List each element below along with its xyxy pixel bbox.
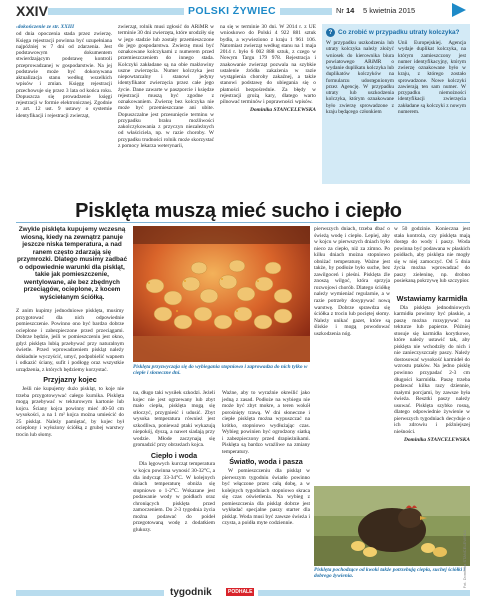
subheading-cieplo: Ciepło i woda [150,450,198,460]
continued-article-text-1: od dnia opoczenia stada przez zwierzę. Księga rejestracji powinna być uzupełniana najpóźniej w 7 dni od zdarzenia. Jest podstawowym dokumentem stwierdzającym podstawę kontroli przeprowadzanej w gospodarstwie. Na jej podstawie może być dokonywana aktualizacja stanu według wszelkich wpisów i zmian. Księgę rejestracji przechowuje się przez 3 lata od końca roku. Dopuszcza się prowadzenie księgi rejestracji w formie elektronicznej. Zgodnie z art. 12 ust. 9 ustawy o systemie identyfikacji i rejestracji zwierząt, [16,31,112,119]
article-author: Dominika STANCELEWSKA [403,437,470,444]
continuation-note: ›dokończenie ze str. XXIII [16,24,75,30]
article-paragraph: na, długo taki wysiłek szkodzi. Jeżeli kojec nie jest ogrzewany lub zbyt mało ciepła, pisklęta mogą się stłoczyć, przygnieść i udusić. Zbyt wysoka temperatura również jest szkodliwa, ponieważ ptaki wykazują niepokój, dyszą, a nawet siadają przy wodzie. Młode zaczynają się gromadzić przy obrzeżach kojca. [133,390,215,449]
article-paragraph: w 50 godzinie. Konieczna jest stała kontrola, czy pisklęta mają dostęp do wody i paszy. Woda powinna być podawana w płaskich poidłach, aby pisklęta nie mogły się w niej zamoczyć. Od 5 dnia życia można wprowadzać do paszy zieleninę, np. drobno posiekaną pokrzywę lub szczypior. [394,226,470,285]
question-icon: ? [326,28,335,37]
header-bar-middle [280,8,332,15]
issue-number: Nr 14 [336,6,355,15]
page-arrow-icon [452,3,466,17]
page-header [0,0,477,20]
footer-bar-left [16,590,164,596]
article-paragraph: Dla pisklęta jednodniowych karmidła powinny być płaskie, a paszę można rozsypywać na tekturze lub papierze. Później stosuje się karmidła korytkowe, które należy ustawić tak, aby pisklęta nie wchodziły do nich i nie zanieczyszczały paszy. Należy dostosować wysokość karmideł do wzrostu ptaków. Na jedno pisklę powinno przypadać 2-3 cm długości karmidła. Paszę trzeba podawać kilka razy dziennie, małymi porcjami, by zawsze była świeża. Resztki paszy należy usuwać. Pisklęta szybko rosną, dlatego odpowiednie żywienie w pierwszych tygodniach decyduje o ich zdrowiu i późniejszej nieśności. [394,304,470,435]
article-column-3 [222,390,310,527]
publication-logo: tygodnik [170,587,212,598]
hen-photo [314,486,470,566]
article-paragraph [16,308,124,373]
hen-image [314,486,470,566]
article-column-4 [314,226,390,338]
article-paragraph: pierwszych dniach, trzeba dbać o świeżą wodę i ciepło. Lepiej, aby w kojcu w pierwszych dniach było nieco za ciepło, niż za zimno. Po kilku dniach można stopniowo obniżać temperaturę. Ważne jest także, by podłoże było suche, bez zawilgoceń i pleśni. Pisklęta źle znoszą wilgoć, która sprzyja rozwojowi chorób. Dlatego ściółkę należy wymieniać regularnie, a w razie potrzeby dosypywać nową warstwę. Dobrze sprawdza się ściółka z trocin lub pociętej słomy. Należy unikać gazet, które są śliskie i mogą powodować uszkodzenia nóg. [314,226,390,337]
article-paragraph: W pomieszczeniu dla piskląt w pierwszym tygodniu światło powinno być włączone przez całą dobę, a w kolejnych tygodniach stopniowo skraca się czas oświetlenia. Na wybieg z pomieszczenia dla piskląt dobrze jest wykładać specjalne paszy starter dla piskląt. Woda musi być zawsze świeża i czysta, a poidła myte codziennie. [222,468,310,527]
article-lead: Zwykle pisklęta kupujemy wczesną wiosną, kiedy na zewnątrz panuje jeszcze niska temperatura, a nad ranem często zdarzają się przymrozki. Dlatego musimy zadbać o odpowiednie warunki dla piskląt, takie jak pomieszczenie, wentylowane, ale bez zbędnych przeciągów, ocieplone, z kocem wyściełanym ściółką. [16,226,128,301]
publication-badge: PODHALE [228,589,253,595]
photo-caption-2: Pisklęta pochodzące od kwoki także potrzebują ciepła, suchej ściółki i dobrego żywienia. [314,567,465,580]
author-signature: Dominika STANCELEWSKA [249,107,316,114]
photo-caption-1: Pisklęta przyzwyczaja się do wybiegania stopniowo i zaprowadza do nich tylko w ciepłe i słoneczne dni. [133,364,308,377]
article-intro-text: Z anim kupimy jednodniowe pisklęta, musimy przygotować dla nich odpowiednie pomieszczenie. Powinno ono być bardzo dobrze ocieplone i zabezpieczone przed przeciągami. Dobrze będzie, jeśli w pomieszczeniu jest okno, gdyż pisklęta lubią przebywać przy naturalnym świetle. Przed wprowadzeniem piskląt należy dokładnie wyczyścić, umyć, podpobielić wapnem i odkazić ściany, sufit i podłogę oraz wszystkie urządzenia, z których będziemy korzystać. [16,308,124,373]
article-column-1 [16,308,124,439]
article-paragraph: Jeśli nie kupujemy dużo piskląt, to koje nie trzeba przygotowywać całego kurnika. Pisklęta mogą przebywać w tekturowym kartonie lub kojcu. Ściany kojca powinny mieć 40-50 cm wysokości, a na 1 m² kojca można umieścić do 25 piskląt. Należy pamiętać, by kojec był ocieplony i wyłożony ściółką z grubej warstwy trocin lub słomy. [16,386,124,438]
article-title: Pisklęta muszą mieć sucho i ciepło [75,200,402,222]
section-title: POLSKI ŻYWIEC [188,5,277,17]
article-column-5 [394,226,470,285]
article-column-6 [394,292,470,444]
continued-article [16,24,318,184]
issue-date: 5 kwietnia 2015 [363,6,416,15]
info-box-column-1: W przypadku uszkodzenia lub utraty kolczyka należy złożyć wniosek do kierownika biura powiatowego ARiMR o wydanie duplikatu kolczyka lub duplikatów kolczyków na formularzu udostępnionym przez Agencję. W przypadku utraty lub uszkodzenia kolczyka, którym oznakowane było zwierzę sprowadzone z kraju będącego członkiem [326,40,394,115]
info-box-column-2: Unii Europejskiej. Agencja wydaje duplikat kolczyka, na którym zamieszczony jest numer identyfikacyjny, którym zwierzę oznakowane było w kraju, z którego zostało sprowadzone. Nowe kolczyki zawierają ten sam numer. W przypadku niemożności identyfikacji zwierzęcia zakładane są kolczyki z nowym numerem. [398,40,466,115]
continued-article-column-3 [220,24,316,114]
chicks-photo [133,226,310,362]
subheading-kojec: Przyjazny kojec [43,375,97,385]
header-bar-left [48,8,184,15]
info-box-body [322,40,470,180]
footer-bar-right [258,590,470,596]
continued-article-column-2: zwierząt, rolnik musi zgłosić do ARiMR w terminie 30 dni zwierzęta, które urodziły się w jego stadzie lub zostały przemieszczone do jego gospodarstwa. Zwierzę musi być oznakowane kolczykami z numerem przed przemieszczeniem do innego stada. Kolczyki zakładane są na obie małżowiny uszne zwierzęcia. Numer kolczyka jest niepowtarzalny i stanowi jedyny identyfikator zwierzęcia przez całe jego życie. Dane zawarte w paszporcie i księdze rejestracji muszą być zgodne z oznakowaniem. Zwierzę bez kolczyka nie może być przemieszczane ani ubite. Dopuszczalne jest przesunięcie terminu w przypadku braku możliwości zakolczykowania z przyczyn niezależnych od właściciela, np. w razie choroby. W przypadku trudności rolnik może skorzystać z pomocy lekarza weterynarii, [118,24,214,149]
page-footer [0,586,477,600]
info-box-title [322,24,470,40]
article-paragraph: Dla lęgowych kurcząt temperatura w kojcu powinna wynosić 30-32°C, a dla indycząt 33-34°C. W kolejnych dniach temperaturę obniża się stopniowo o 1-2°C. Wskazane jest podawanie wody w poidłach oraz chroniących pisklęta przed zamoczeniem. Do 2-3 tygodnia życia można podawać do poideł przegotowaną wodę z dodatkiem glukozy. [133,461,215,533]
continued-article-text-3: na się w terminie 30 dni. W 2014 r. z UE wnioskowo do Polski 4 922 881 sztuk bydła, a wywieziono z kraju 1 961 106. Natomiast zwierząt według stanu na 1 maja 2014 r. było 6 002 888 sztuk, z czego w Nowym Targu 179 978. Rejestracja i znakowanie zwierząt pozwala na szybkie ustalenie źródła zakażenia w razie wystąpienia choroby zakaźnej, a także stanowi podstawę do ubiegania się o płatności bezpośrednie. Za błędy w rejestracji grożą kary, dlatego warto pilnować terminów i poprawności wpisów. [220,24,316,105]
info-box [322,24,470,184]
info-box-title-text: Co zrobić w przypadku utraty kolczyka? [338,29,460,36]
article-column-2 [133,390,215,534]
subheading-swiatlo: Światło, woda i pasza [229,457,303,467]
photo-credit: Fot. Dominika STANCELEWSKA [462,530,467,589]
page-number: XXIV [16,3,48,19]
article-paragraph: Ważne, aby to wyraźnie określić jako jedną z zasad. Podłoże na wybiegu nie może być zbyt mokre, a teren wokół porośnięty trawą. W dni słoneczne i ciepłe pisklęta można wypuszczać na krótko, stopniowo wydłużając czas. Wybieg powinien być ogrodzony siatką i zabezpieczony przed drapieżnikami. Pisklęta są bardzo wrażliwe na zmiany temperatury. [222,390,310,455]
title-divider [16,222,470,223]
subheading-karmidla: Wstawiamy karmidła [396,294,468,303]
continued-article-column-1 [16,24,112,119]
chicks-image [133,226,310,362]
